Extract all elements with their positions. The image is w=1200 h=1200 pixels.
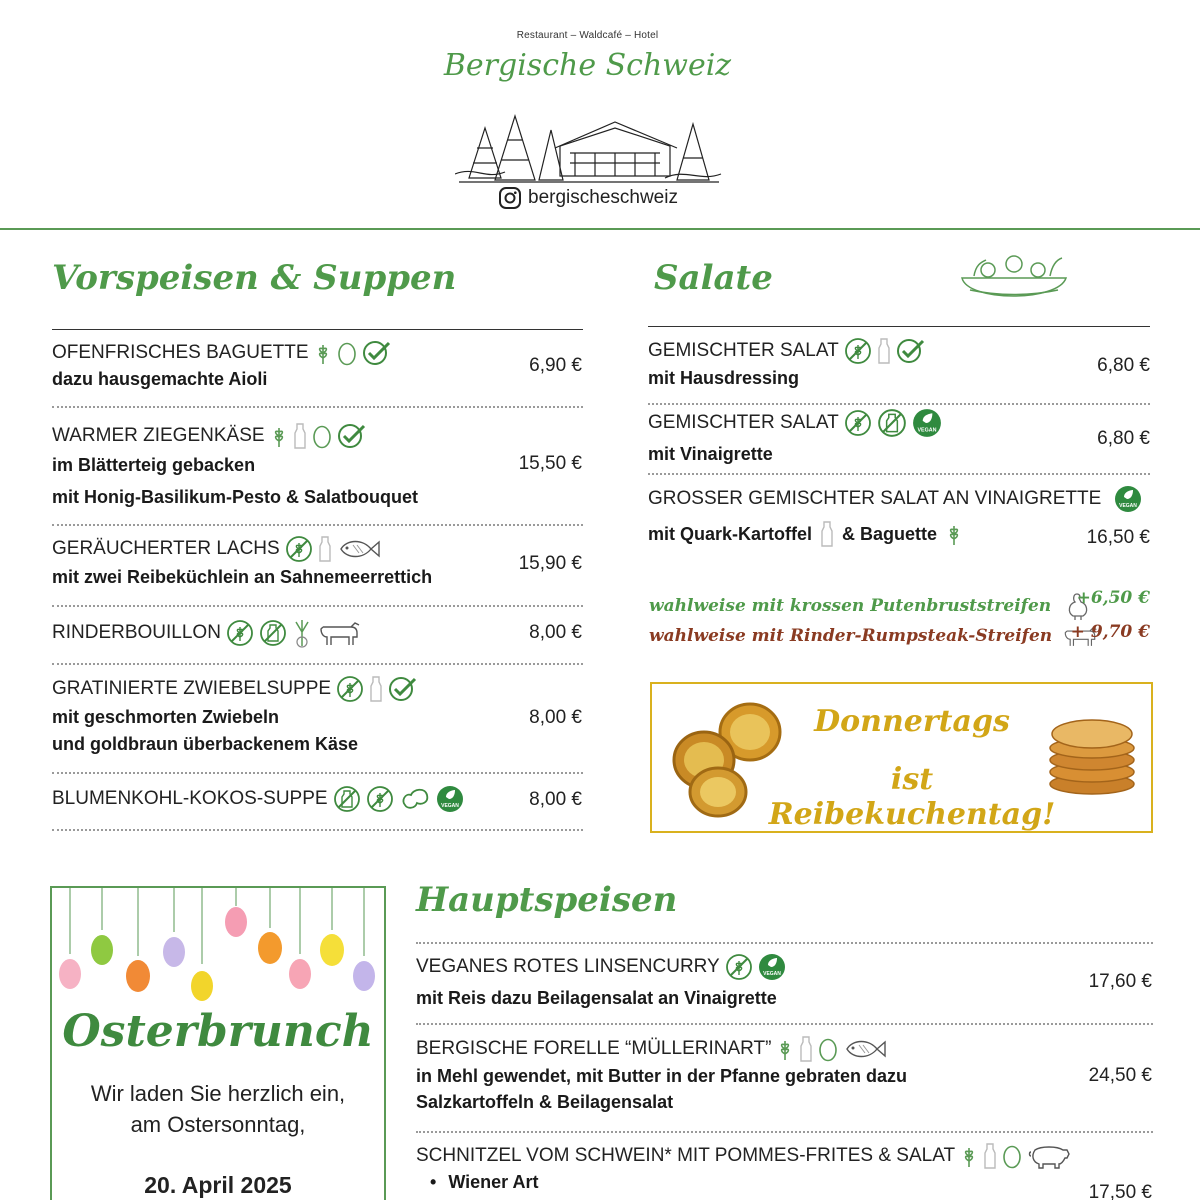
menu-item-name: BERGISCHE FORELLE “MÜLLERINART” bbox=[416, 1035, 887, 1063]
vegan-badge-icon bbox=[912, 408, 942, 438]
menu-item-price: 15,50 € bbox=[518, 453, 582, 474]
gluten-free-icon bbox=[285, 535, 313, 563]
section-divider bbox=[416, 942, 1153, 944]
menu-item-name: OFENFRISCHES BAGUETTE bbox=[52, 340, 392, 366]
item-separator bbox=[648, 473, 1150, 475]
gluten-free-icon bbox=[844, 337, 872, 365]
egg-icon bbox=[1002, 1143, 1022, 1169]
menu-item-description: im Blätterteig gebacken bbox=[52, 455, 256, 475]
menu-item-price: 6,80 € bbox=[1097, 428, 1150, 449]
peanut-icon bbox=[399, 785, 431, 813]
salad-bowl-illustration bbox=[958, 248, 1070, 310]
menu-item-bullet: • Wiener Art bbox=[430, 1172, 539, 1192]
menu-item-name: GRATINIERTE ZWIEBELSUPPE bbox=[52, 675, 418, 703]
menu-item-price: 8,00 € bbox=[529, 789, 582, 810]
item-separator bbox=[416, 1131, 1153, 1133]
item-separator bbox=[52, 524, 583, 526]
gluten-free-icon bbox=[336, 675, 364, 703]
gluten-free-icon bbox=[844, 409, 872, 437]
menu-item-description: mit Vinaigrette bbox=[648, 444, 773, 464]
menu-item-description: in Mehl gewendet, mit Butter in der Pfanne gebraten dazu bbox=[416, 1066, 908, 1086]
egg-icon bbox=[312, 423, 332, 449]
section-divider bbox=[52, 329, 583, 330]
salad-option-price: +6,50 € bbox=[1076, 588, 1150, 608]
item-separator bbox=[648, 403, 1150, 405]
menu-item-description: dazu hausgemachte Aioli bbox=[52, 369, 268, 389]
menu-item-name: WARMER ZIEGENKÄSE bbox=[52, 422, 367, 450]
item-separator bbox=[52, 829, 583, 831]
menu-item-name: GEMISCHTER SALAT bbox=[648, 337, 926, 365]
milk-bottle-icon bbox=[369, 675, 383, 703]
vegetarian-check-icon bbox=[337, 423, 367, 449]
salad-option-beef: wahlweise mit Rinder-Rumpsteak-Streifen bbox=[649, 624, 1098, 648]
tagline: Restaurant – Waldcafé – Hotel bbox=[516, 30, 659, 41]
menu-item-price: 8,00 € bbox=[529, 622, 582, 643]
menu-item-price: 15,90 € bbox=[518, 553, 582, 574]
menu-item-description: mit geschmorten Zwiebeln bbox=[52, 707, 280, 727]
item-separator bbox=[52, 406, 583, 408]
menu-item-name: GEMISCHTER SALAT VEGAN bbox=[648, 408, 942, 438]
easter-date: 20. April 2025 bbox=[144, 1172, 292, 1198]
vegetarian-check-icon bbox=[896, 338, 926, 364]
vegetarian-check-icon bbox=[388, 676, 418, 702]
section-title-starters: Vorspeisen & Suppen bbox=[52, 258, 457, 298]
menu-item-description: mit Quark-Kartoffel & Baguette bbox=[648, 520, 963, 548]
vegan-badge-icon bbox=[758, 953, 786, 981]
item-separator bbox=[52, 663, 583, 665]
vegetarian-check-icon bbox=[362, 340, 392, 366]
item-separator bbox=[416, 1023, 1153, 1025]
restaurant-sketch-illustration bbox=[455, 108, 723, 186]
lactose-free-icon bbox=[333, 785, 361, 813]
easter-brunch-box bbox=[50, 886, 386, 1200]
promo-line-1: Donnertags bbox=[814, 704, 1010, 739]
gluten-free-icon bbox=[366, 785, 394, 813]
menu-item-description: mit Honig-Basilikum-Pesto & Salatbouquet bbox=[52, 487, 419, 507]
svg-text:VEGAN: VEGAN bbox=[917, 427, 937, 434]
instagram-handle[interactable] bbox=[498, 186, 678, 210]
salad-option-price: + 9,70 € bbox=[1070, 622, 1150, 642]
easter-eggs-garland bbox=[52, 888, 384, 1006]
item-separator bbox=[52, 605, 583, 607]
milk-bottle-icon bbox=[820, 520, 834, 548]
svg-text:VEGAN: VEGAN bbox=[1119, 503, 1138, 509]
menu-item-price: 6,90 € bbox=[529, 355, 582, 376]
menu-item-price: 17,50 € bbox=[1088, 1182, 1152, 1200]
menu-item-name: SCHNITZEL VOM SCHWEIN* MIT POMMES-FRITES & SALAT bbox=[416, 1142, 1071, 1170]
celery-icon bbox=[292, 618, 312, 648]
item-separator bbox=[52, 772, 583, 774]
fish-icon bbox=[843, 1037, 887, 1061]
brand-logo-text: Bergische Schweiz bbox=[443, 48, 732, 83]
easter-title: Osterbrunch bbox=[62, 1006, 374, 1057]
wheat-icon bbox=[960, 1144, 978, 1168]
milk-bottle-icon bbox=[877, 337, 891, 365]
pig-icon bbox=[1027, 1142, 1071, 1170]
menu-item-price: 17,60 € bbox=[1088, 971, 1152, 992]
menu-item-description: mit zwei Reibeküchlein an Sahnemeerrettich bbox=[52, 567, 433, 587]
wheat-icon bbox=[314, 341, 332, 365]
egg-icon bbox=[818, 1036, 838, 1062]
section-divider bbox=[648, 326, 1150, 327]
menu-item-price: 6,80 € bbox=[1097, 355, 1150, 376]
wheat-icon bbox=[776, 1037, 794, 1061]
instagram-icon bbox=[498, 186, 522, 210]
milk-bottle-icon bbox=[318, 535, 332, 563]
menu-item-description: Salzkartoffeln & Beilagensalat bbox=[416, 1092, 674, 1112]
fish-icon bbox=[337, 537, 381, 561]
section-title-mains: Hauptspeisen bbox=[416, 880, 678, 920]
svg-text:VEGAN: VEGAN bbox=[762, 971, 781, 977]
wheat-icon bbox=[270, 424, 288, 448]
svg-text:VEGAN: VEGAN bbox=[440, 803, 459, 809]
header-divider bbox=[0, 228, 1200, 230]
menu-item-description: mit Reis dazu Beilagensalat an Vinaigrette bbox=[416, 988, 777, 1008]
wheat-icon bbox=[945, 522, 963, 546]
lactose-free-icon bbox=[259, 619, 287, 647]
milk-bottle-icon bbox=[293, 422, 307, 450]
promo-box-reibekuchen bbox=[650, 682, 1153, 833]
gluten-free-icon bbox=[226, 619, 254, 647]
pancake-stack-image bbox=[1046, 710, 1138, 802]
menu-item-name: BLUMENKOHL-KOKOS-SUPPE VEGAN bbox=[52, 785, 464, 813]
menu-item-price: 16,50 € bbox=[1086, 527, 1150, 548]
menu-item-name: RINDERBOUILLON bbox=[52, 618, 361, 648]
gluten-free-icon bbox=[725, 953, 753, 981]
menu-item-name: VEGANES ROTES LINSENCURRY VEGAN bbox=[416, 953, 786, 981]
milk-bottle-icon bbox=[799, 1035, 813, 1063]
menu-item-description: mit Hausdressing bbox=[648, 368, 800, 388]
section-title-salads: Salate bbox=[654, 258, 773, 298]
menu-item-description: und goldbraun überbackenem Käse bbox=[52, 734, 359, 754]
egg-icon bbox=[337, 340, 357, 366]
salad-option-turkey: wahlweise mit krossen Putenbruststreifen bbox=[649, 590, 1091, 622]
menu-item-price: 24,50 € bbox=[1088, 1065, 1152, 1086]
instagram-handle-text: bergischeschweiz bbox=[528, 187, 678, 208]
cow-icon bbox=[317, 619, 361, 647]
menu-item-price: 8,00 € bbox=[529, 707, 582, 728]
vegan-badge-icon bbox=[1114, 485, 1142, 513]
menu-item-name: GERÄUCHERTER LACHS bbox=[52, 535, 381, 563]
lactose-free-icon bbox=[877, 408, 907, 438]
milk-bottle-icon bbox=[983, 1142, 997, 1170]
easter-invite-line-2: am Ostersonntag, bbox=[130, 1112, 306, 1137]
menu-item-name: GROSSER GEMISCHTER SALAT AN VINAIGRETTE VEGAN bbox=[648, 485, 1142, 513]
promo-line-2: ist Reibekuchentag! bbox=[768, 762, 1056, 832]
easter-invite-line-1: Wir laden Sie herzlich ein, bbox=[90, 1081, 346, 1106]
